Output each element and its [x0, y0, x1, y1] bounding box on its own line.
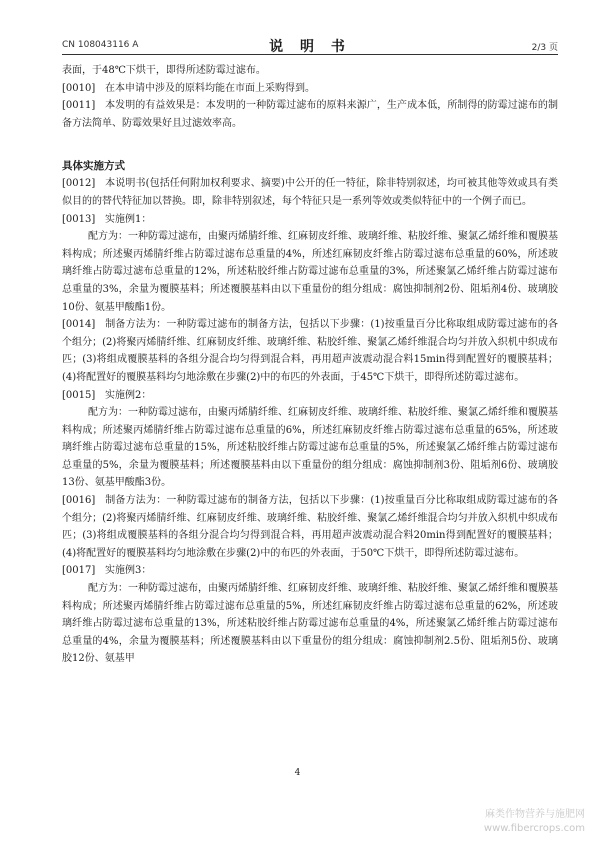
- example-label: 实施例1：: [105, 213, 152, 225]
- document-title: 说 明 书: [269, 39, 351, 55]
- watermark-url: www.fibercrops.com: [483, 823, 585, 834]
- watermark-title: 麻类作物营养与施肥网: [485, 809, 585, 820]
- patent-number: CN 108043116 A: [62, 40, 139, 50]
- paragraph-0015: [62, 387, 558, 405]
- paragraph-0010: [62, 80, 558, 98]
- paragraph-0012: [62, 175, 558, 210]
- section-heading: 具体实施方式: [62, 160, 125, 173]
- paragraph-number: [0011]: [62, 100, 96, 112]
- page-number: 4: [294, 768, 301, 778]
- site-watermark: [484, 808, 585, 836]
- paragraph-0014: [62, 316, 558, 386]
- page-header: [62, 36, 558, 55]
- paragraph-text: 制备方法为：一种防霉过滤布的制备方法，包括以下步骤：(1)按重量百分比称取组成防霉过滤布的各个组分；(2)将聚丙烯腈纤维、红麻韧皮纤维、玻璃纤维、粘胶纤维、聚氯乙烯纤维混合均匀并放入织机中织成布匹；(3)将组成覆膜基料的各组分混合均匀得到混合料，再用超声波震动混合料20min得到配置好的覆膜基料；(4)将配置好的覆膜基料均匀地涂敷在步骤(2)中的布匹的外表面，于50℃下烘干，即得所述防霉过滤布。: [62, 495, 558, 559]
- example-label: 实施例2：: [105, 389, 152, 401]
- paragraph-number: [0013]: [62, 213, 96, 225]
- paragraph-number: [0017]: [62, 565, 96, 577]
- page-indicator: 2/3 页: [531, 43, 558, 53]
- paragraph-number: [0010]: [62, 82, 96, 94]
- paragraph-number: [0015]: [62, 389, 96, 401]
- paragraph-text: 在本申请中涉及的原料均能在市面上采购得到。: [105, 82, 315, 94]
- paragraph-text: 本发明的有益效果是：本发明的一种防霉过滤布的原料来源广，生产成本低，所制得的防霉过滤布的制备方法简单、防霉效果好且过滤效率高。: [62, 100, 558, 129]
- paragraph-0016: [62, 492, 558, 562]
- document-body: [62, 62, 558, 668]
- paragraph-text: 制备方法为：一种防霉过滤布的制备方法，包括以下步骤：(1)按重量百分比称取组成防霉过滤布的各个组分；(2)将聚丙烯腈纤维、红麻韧皮纤维、玻璃纤维、粘胶纤维、聚氯乙烯纤维混合均匀并放入织机中织成布匹；(3)将组成覆膜基料的各组分混合均匀得到混合料，再用超声波震动混合料15min得到配置好的覆膜基料；(4)将配置好的覆膜基料均匀地涂敷在步骤(2)中的布匹的外表面，于45℃下烘干，即得所述防霉过滤布。: [62, 319, 558, 383]
- paragraph-number: [0014]: [62, 319, 96, 331]
- paragraph-continuation: 表面，于48℃下烘干，即得所述防霉过滤布。: [62, 65, 266, 76]
- paragraph-0017: [62, 562, 558, 580]
- paragraph-0011: [62, 97, 558, 132]
- paragraph-number: [0012]: [62, 178, 96, 190]
- paragraph-number: [0016]: [62, 495, 96, 507]
- example3-formula: 配方为：一种防霉过滤布，由聚丙烯腈纤维、红麻韧皮纤维、玻璃纤维、粘胶纤维、聚氯乙烯纤维和覆膜基料构成；所述聚丙烯腈纤维占防霉过滤布总重量的5%，所述红麻韧皮纤维占防霉过滤布总重量的62%，所述玻璃纤维占防霉过滤布总重量的13%，所述粘胶纤维占防霉过滤布总重量的4%，所述聚氯乙烯纤维占防霉过滤布总重量的4%，余量为覆膜基料；所述覆膜基料由以下重量份的组分组成：腐蚀抑制剂2.5份、阻垢剂5份、玻璃胶12份、氨基甲: [62, 583, 558, 665]
- example2-formula: 配方为：一种防霉过滤布，由聚丙烯腈纤维、红麻韧皮纤维、玻璃纤维、粘胶纤维、聚氯乙烯纤维和覆膜基料构成；所述聚丙烯腈纤维占防霉过滤布总重量的6%，所述红麻韧皮纤维占防霉过滤布总重量的65%，所述玻璃纤维占防霉过滤布总重量的15%，所述粘胶纤维占防霉过滤布总重量的5%，所述聚氯乙烯纤维占防霉过滤布总重量的5%，余量为覆膜基料；所述覆膜基料由以下重量份的组分组成：腐蚀抑制剂3份、阻垢剂6份、玻璃胶13份、氨基甲酸酯3份。: [62, 407, 558, 489]
- paragraph-0013: [62, 211, 558, 229]
- paragraph-text: 本说明书(包括任何附加权利要求、摘要)中公开的任一特征，除非特别叙述，均可被其他等效或具有类似目的的替代特征加以替换。即，除非特别叙述，每个特征只是一系列等效或类似特征中的一个例子而已。: [62, 178, 558, 207]
- example-label: 实施例3：: [105, 565, 152, 577]
- example1-formula: 配方为：一种防霉过滤布，由聚丙烯腈纤维、红麻韧皮纤维、玻璃纤维、粘胶纤维、聚氯乙烯纤维和覆膜基料构成；所述聚丙烯腈纤维占防霉过滤布总重量的4%，所述红麻韧皮纤维占防霉过滤布总重量的60%，所述玻璃纤维占防霉过滤布总重量的12%，所述粘胶纤维占防霉过滤布总重量的3%，所述聚氯乙烯纤维占防霉过滤布总重量的3%，余量为覆膜基料；所述覆膜基料由以下重量份的组分组成：腐蚀抑制剂2份、阻垢剂4份、玻璃胶10份、氨基甲酸酯1份。: [62, 231, 558, 313]
